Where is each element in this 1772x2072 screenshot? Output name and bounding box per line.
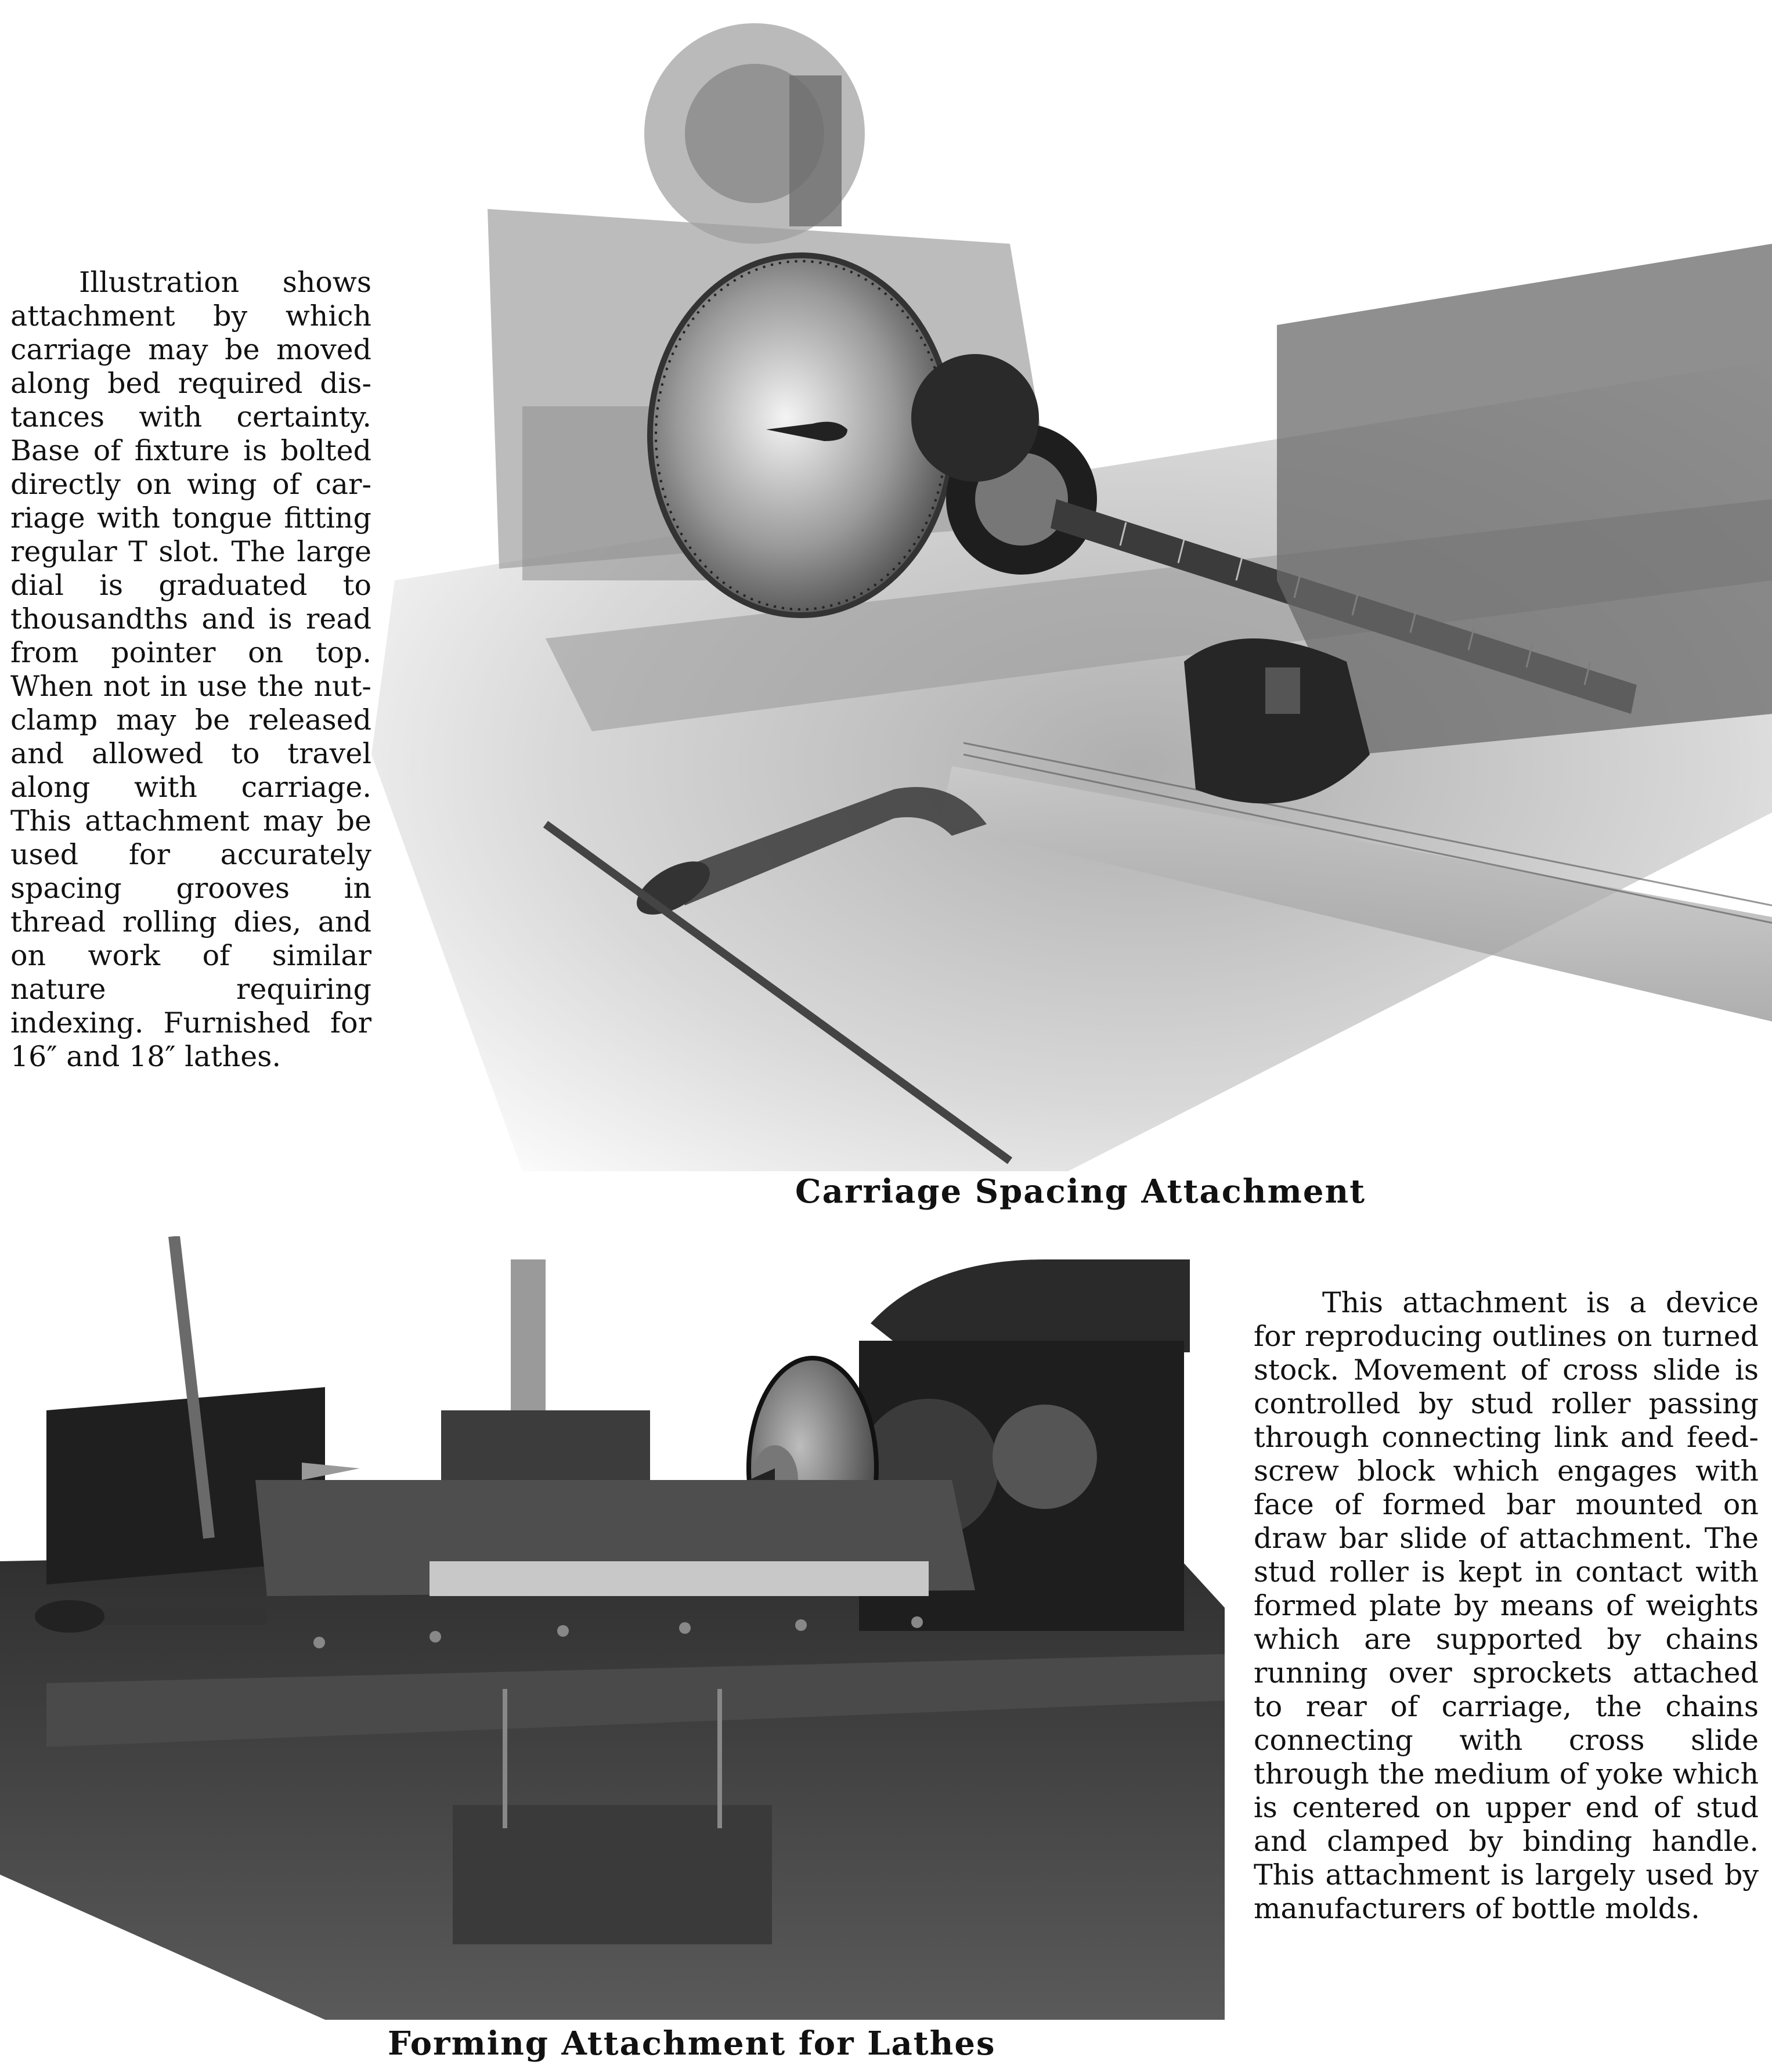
forming-attachment-photo xyxy=(0,1236,1225,2020)
carriage-spacing-description xyxy=(10,266,371,1074)
carriage-spacing-description-text: Illustration shows attachment by which carriage may be moved along bed required distances with certainty. Base of fixture is bolted directly on wing of carriage with tongue fitting regular T slot. The large dial is graduated to thousandths and is read from pointer on top. When not in use the nut-clamp may be released and allowed to travel along with carriage. This attachment may be used for accurately spacing grooves in thread rolling dies, and on work of similar nature requiring indexing. Furnished for 16″ and 18″ lathes. xyxy=(10,266,371,1073)
forming-attachment-description-text: This attachment is a device for reproducing outlines on turned stock. Movement of cross slide is controlled by stud roller passing through connecting link and feed-screw block which engages with face of formed bar mounted on draw bar slide of attachment. The stud roller is kept in contact with formed plate by means of weights which are supported by chains running over sprockets attached to rear of carriage, the chains connecting with cross slide through the medium of yoke which is centered on upper end of stud and clamped by binding handle. This attachment is largely used by manufacturers of bottle molds. xyxy=(1254,1286,1759,1925)
forming-attachment-description xyxy=(1254,1286,1759,1926)
forming-attachment-caption: Forming Attachment for Lathes xyxy=(388,2024,996,2063)
carriage-spacing-caption: Carriage Spacing Attachment xyxy=(795,1172,1366,1211)
carriage-spacing-attachment-photo xyxy=(371,0,1772,1171)
